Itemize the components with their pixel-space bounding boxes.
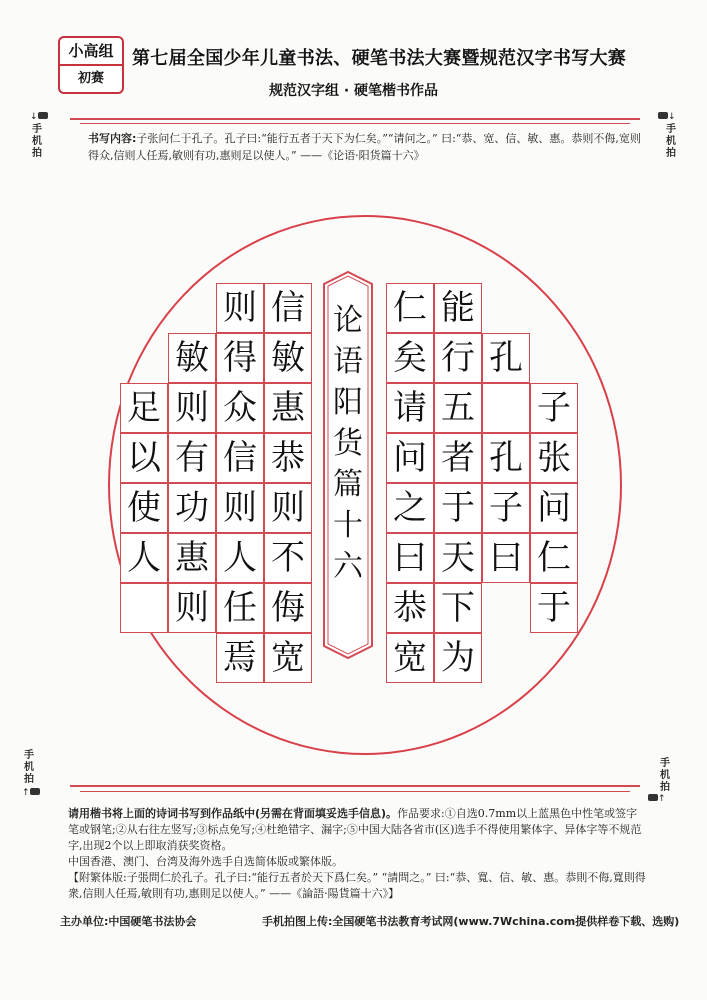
grid-cell: 曰 [386,533,434,583]
grid-cell: 之 [386,483,434,533]
bottom-divider [70,785,640,787]
grid-cell: 于 [530,583,578,633]
grid-cell: 焉 [216,633,264,683]
phone-photo-label-bottom-right: 手机拍 [660,758,670,793]
content-body: 子张问仁于孔子。孔子曰:“能行五者于天下为仁矣。”“请问之。” 曰:“恭、宽、信、敏、惠。恭则不侮,宽则得众,信则人任焉,敏则有功,惠则足以使人。” ——《论语·阳货篇十六》 [88,132,641,162]
grid-cell: 得 [216,333,264,383]
organizer: 主办单位:中国硬笔书法协会 [60,915,197,928]
grid-cell: 侮 [264,583,312,633]
page-title: 第七届全国少年儿童书法、硬笔书法大赛暨规范汉字书写大赛 [132,48,627,69]
scroll-char: 阳 [333,385,363,420]
grid-cell: 信 [216,433,264,483]
content-text [88,130,648,164]
grid-cell: 曰 [482,533,530,583]
grid-cell: 问 [530,483,578,533]
camera-icon-top-left: ↓ [30,112,48,122]
upload-info: 手机拍图上传:全国硬笔书法教育考试网(www.7Wchina.com提供样卷下载、选购) [262,915,680,928]
grid-cell: 行 [434,333,482,383]
badge-group-label: 小高组 [60,38,122,66]
grid-cell: 敏 [264,333,312,383]
footer-instructions [68,806,648,902]
phone-photo-label-top-left: 手机拍 [32,124,42,159]
grid-cell: 功 [168,483,216,533]
grid-cell: 人 [120,533,168,583]
grid-cell: 孔 [482,433,530,483]
scroll-char: 六 [333,549,363,584]
grid-cell: 敏 [168,333,216,383]
grid-cell: 子 [482,483,530,533]
grid-cell: 足 [120,383,168,433]
instructions-heading: 请用楷书将上面的诗词书写到作品纸中(另需在背面填妥选手信息)。 [68,807,398,820]
grid-cell: 子 [530,383,578,433]
phone-photo-label-top-right: 手机拍 [666,124,676,159]
grid-cell: 恭 [386,583,434,633]
grid-cell: 众 [216,383,264,433]
phone-photo-label-bottom-left: 手机拍 [24,750,34,785]
scroll-char: 篇 [333,467,363,502]
grid-cell: 宽 [386,633,434,683]
grid-cell: 则 [264,483,312,533]
grid-cell: 能 [434,283,482,333]
grid-cell: 则 [216,283,264,333]
grid-cell: 有 [168,433,216,483]
grid-cell: 则 [168,383,216,433]
grid-cell: 请 [386,383,434,433]
camera-icon-bottom-left: ↑ [22,788,40,798]
grid-cell: 问 [386,433,434,483]
grid-cell: 孔 [482,333,530,383]
grid-cell: 仁 [386,283,434,333]
grid-cell: 天 [434,533,482,583]
content-label: 书写内容: [88,132,137,145]
traditional-text: 【附繁体版:子張問仁於孔子。孔子曰:“能行五者於天下爲仁矣。” “請問之。” 曰:“恭、寬、信、敏、惠。恭則不侮,寬則得衆,信則人任焉,敏則有功,惠則足以使人。” ——《論語·陽貨篇十六》】 [68,871,646,900]
grid-cell: 仁 [530,533,578,583]
grid-cell: 则 [168,583,216,633]
camera-icon-top-right: ↓ [658,112,676,122]
grid-cell: 宽 [264,633,312,683]
grid-cell: 则 [216,483,264,533]
badge-round-label: 初赛 [77,71,104,86]
grid-cell: 下 [434,583,482,633]
camera-icon-bottom-right: ↑ [648,794,666,804]
top-divider-thin [80,123,630,124]
grid-cell: 人 [216,533,264,583]
bottom-divider-thin [80,791,630,792]
grid-cell: 不 [264,533,312,583]
top-divider [70,118,640,120]
grid-cell: 为 [434,633,482,683]
scroll-char: 货 [333,426,363,461]
grid-cell: 矣 [386,333,434,383]
requirements-text: 作品要求:①自选0.7mm以上蓝黑色中性笔或签字笔或钢笔;②从右往左竖写;③标点免写;④杜绝错字、漏字;⑤中国大陆各省市(区)选手不得使用繁体字、异体字等不规范字,出现2个以上即取消获奖资格。 [68,807,642,852]
grid-cell: 以 [120,433,168,483]
grid-cell: 使 [120,483,168,533]
grid-cell: 信 [264,283,312,333]
grid-cell: 惠 [168,533,216,583]
grid-cell: 任 [216,583,264,633]
scroll-char: 论 [333,303,363,338]
grid-cell [120,583,168,633]
scroll-char: 十 [333,508,363,543]
grid-cell: 惠 [264,383,312,433]
scroll-title-text [320,300,376,587]
grid-cell [482,383,530,433]
page-subtitle: 规范汉字组 · 硬笔楷书作品 [268,83,439,99]
grid-cell: 五 [434,383,482,433]
hk-note: 中国香港、澳门、台湾及海外选手自选简体版或繁体版。 [68,855,343,868]
grid-cell: 于 [434,483,482,533]
grid-cell: 恭 [264,433,312,483]
grid-cell: 者 [434,433,482,483]
scroll-char: 语 [333,344,363,379]
grid-cell: 张 [530,433,578,483]
